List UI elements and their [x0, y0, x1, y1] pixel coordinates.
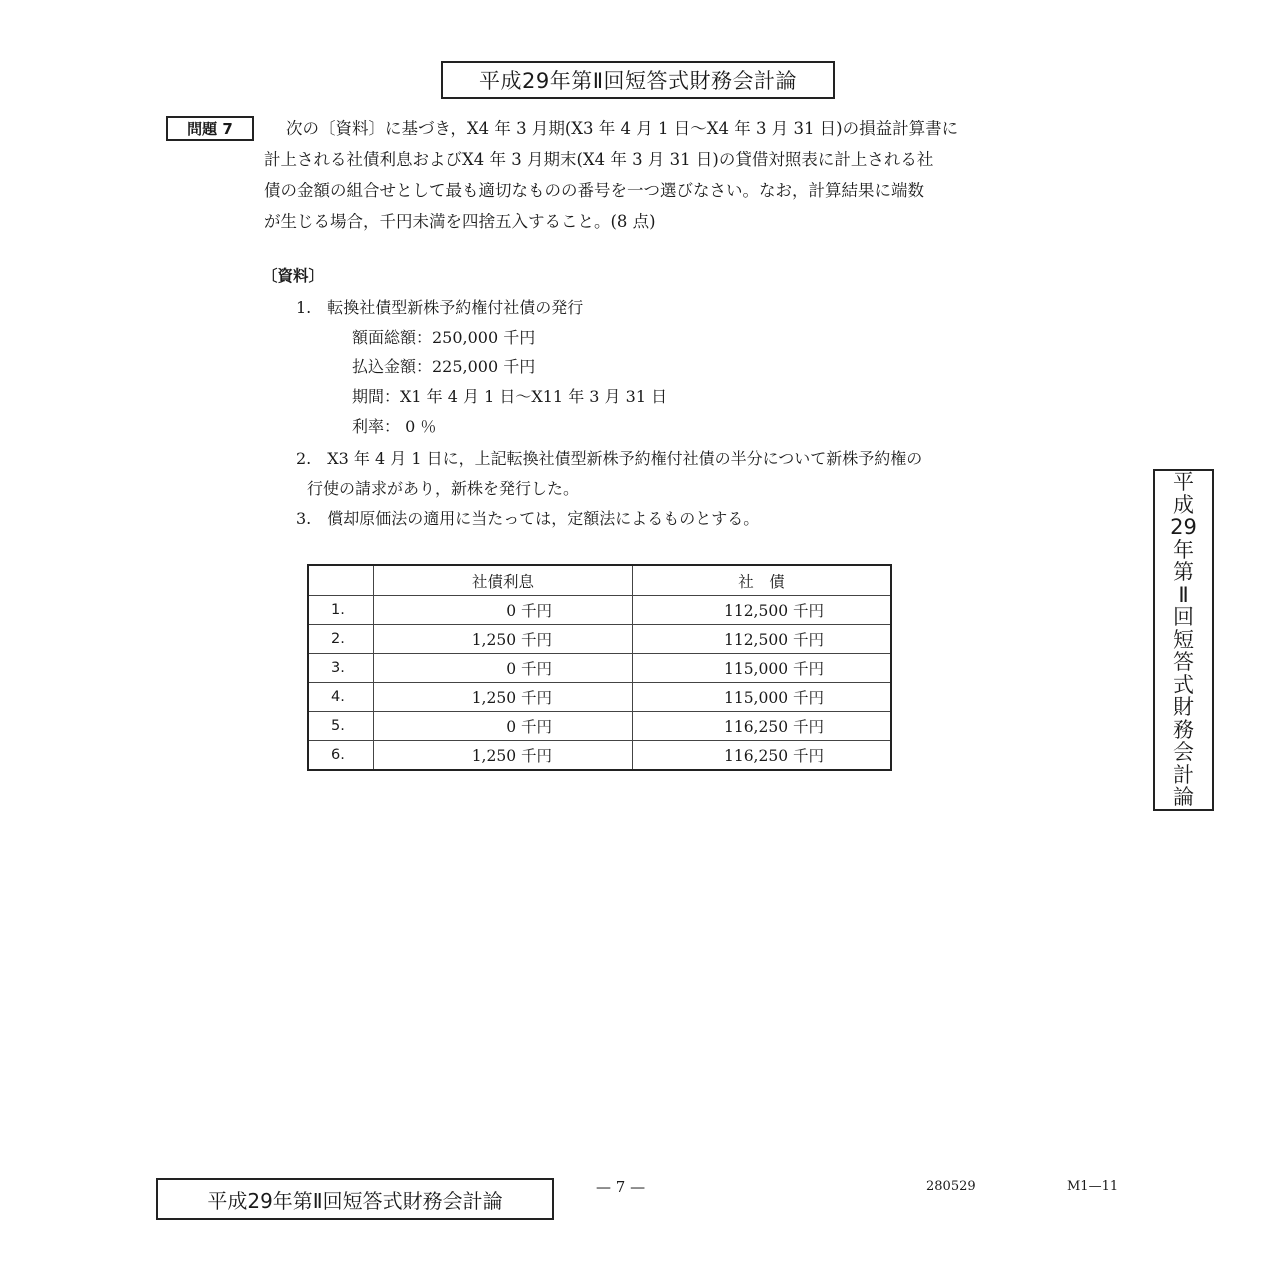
table-row [308, 712, 891, 741]
material-term: 期間：X1 年 4 月 1 日～X11 年 3 月 31 日 [352, 387, 668, 406]
answer-choices-table-wrap [307, 564, 892, 771]
table-header-row [308, 565, 891, 596]
footer-code-id: M1—11 [1067, 1179, 1119, 1194]
side-tab-char: 計 [1173, 762, 1194, 787]
choice-interest: 0 千円 [374, 596, 633, 625]
material-paid-amount: 払込金額：225,000 千円 [352, 357, 536, 376]
material-face-value: 額面総額：250,000 千円 [352, 328, 536, 347]
choice-bond: 116,250 千円 [633, 712, 892, 741]
side-tab-char: 第 [1173, 560, 1194, 585]
table-row [308, 654, 891, 683]
material-interest-rate: 利率： 0 ％ [352, 417, 437, 436]
table-row [308, 741, 891, 770]
header-number [308, 565, 374, 596]
choice-bond: 116,250 千円 [633, 741, 892, 770]
side-tab-char: 答 [1173, 650, 1194, 675]
side-tab-char: 短 [1173, 627, 1194, 652]
header-bonds: 社 債 [633, 565, 892, 596]
question-line: 計上される社債利息およびX4 年 3 月期末(X4 年 3 月 31 日)の貸借対照表に計上される社 [264, 150, 934, 169]
choice-bond: 115,000 千円 [633, 654, 892, 683]
answer-choices-table [307, 564, 892, 771]
page-number: — 7 — [596, 1178, 646, 1196]
material-item-2-line1: 2. X3 年 4 月 1 日に，上記転換社債型新株予約権付社債の半分について新株予約権の [296, 449, 923, 468]
question-line: が生じる場合，千円未満を四捨五入すること。(8 点) [264, 212, 656, 231]
question-number-label [166, 116, 254, 141]
choice-interest: 1,250 千円 [374, 741, 633, 770]
question-line: 債の金額の組合せとして最も適切なものの番号を一つ選びなさい。なお，計算結果に端数 [264, 181, 924, 200]
choice-number: 2. [308, 625, 374, 654]
exam-title-box [441, 61, 835, 99]
material-item-3: 3. 償却原価法の適用に当たっては，定額法によるものとする。 [296, 509, 760, 528]
choice-number: 6. [308, 741, 374, 770]
side-tab-char: 年 [1173, 537, 1194, 562]
side-tab-char: 会 [1173, 740, 1194, 765]
choice-number: 3. [308, 654, 374, 683]
choice-bond: 115,000 千円 [633, 683, 892, 712]
table-row [308, 683, 891, 712]
materials-heading: 〔資料〕 [262, 266, 325, 285]
side-tab-char: 務 [1173, 717, 1194, 742]
side-tab-char: 回 [1173, 605, 1194, 630]
side-tab-char: 式 [1173, 672, 1194, 697]
side-tab-char: 成 [1173, 492, 1194, 517]
header-bond-interest: 社債利息 [374, 565, 633, 596]
side-tab-char: 29 [1170, 515, 1197, 540]
choice-interest: 1,250 千円 [374, 683, 633, 712]
material-item-2-line2: 行使の請求があり，新株を発行した。 [307, 479, 580, 498]
choice-bond: 112,500 千円 [633, 596, 892, 625]
exam-title: 平成29年第Ⅱ回短答式財務会計論 [478, 69, 798, 93]
question-text [264, 113, 1144, 237]
choice-bond: 112,500 千円 [633, 625, 892, 654]
choice-interest: 0 千円 [374, 712, 633, 741]
question-line: 次の〔資料〕に基づき，X4 年 3 月期(X3 年 4 月 1 日～X4 年 3 月 31 日)の損益計算書に [286, 119, 959, 138]
question-number-text: 問題 7 [187, 120, 233, 138]
footer-title-box [156, 1178, 554, 1220]
choice-number: 4. [308, 683, 374, 712]
footer-code-date: 280529 [926, 1179, 976, 1194]
material-item-1-title: 1. 転換社債型新株予約権付社債の発行 [296, 298, 584, 317]
footer-title: 平成29年第Ⅱ回短答式財務会計論 [207, 1188, 503, 1213]
side-tab-char: Ⅱ [1178, 582, 1189, 607]
table-row [308, 596, 891, 625]
choice-number: 5. [308, 712, 374, 741]
table-row [308, 625, 891, 654]
side-tab-exam-title [1153, 469, 1214, 811]
choice-interest: 1,250 千円 [374, 625, 633, 654]
side-tab-char: 論 [1173, 785, 1194, 810]
side-tab-char: 平 [1173, 470, 1194, 495]
side-tab-char: 財 [1173, 695, 1194, 720]
choice-interest: 0 千円 [374, 654, 633, 683]
choice-number: 1. [308, 596, 374, 625]
